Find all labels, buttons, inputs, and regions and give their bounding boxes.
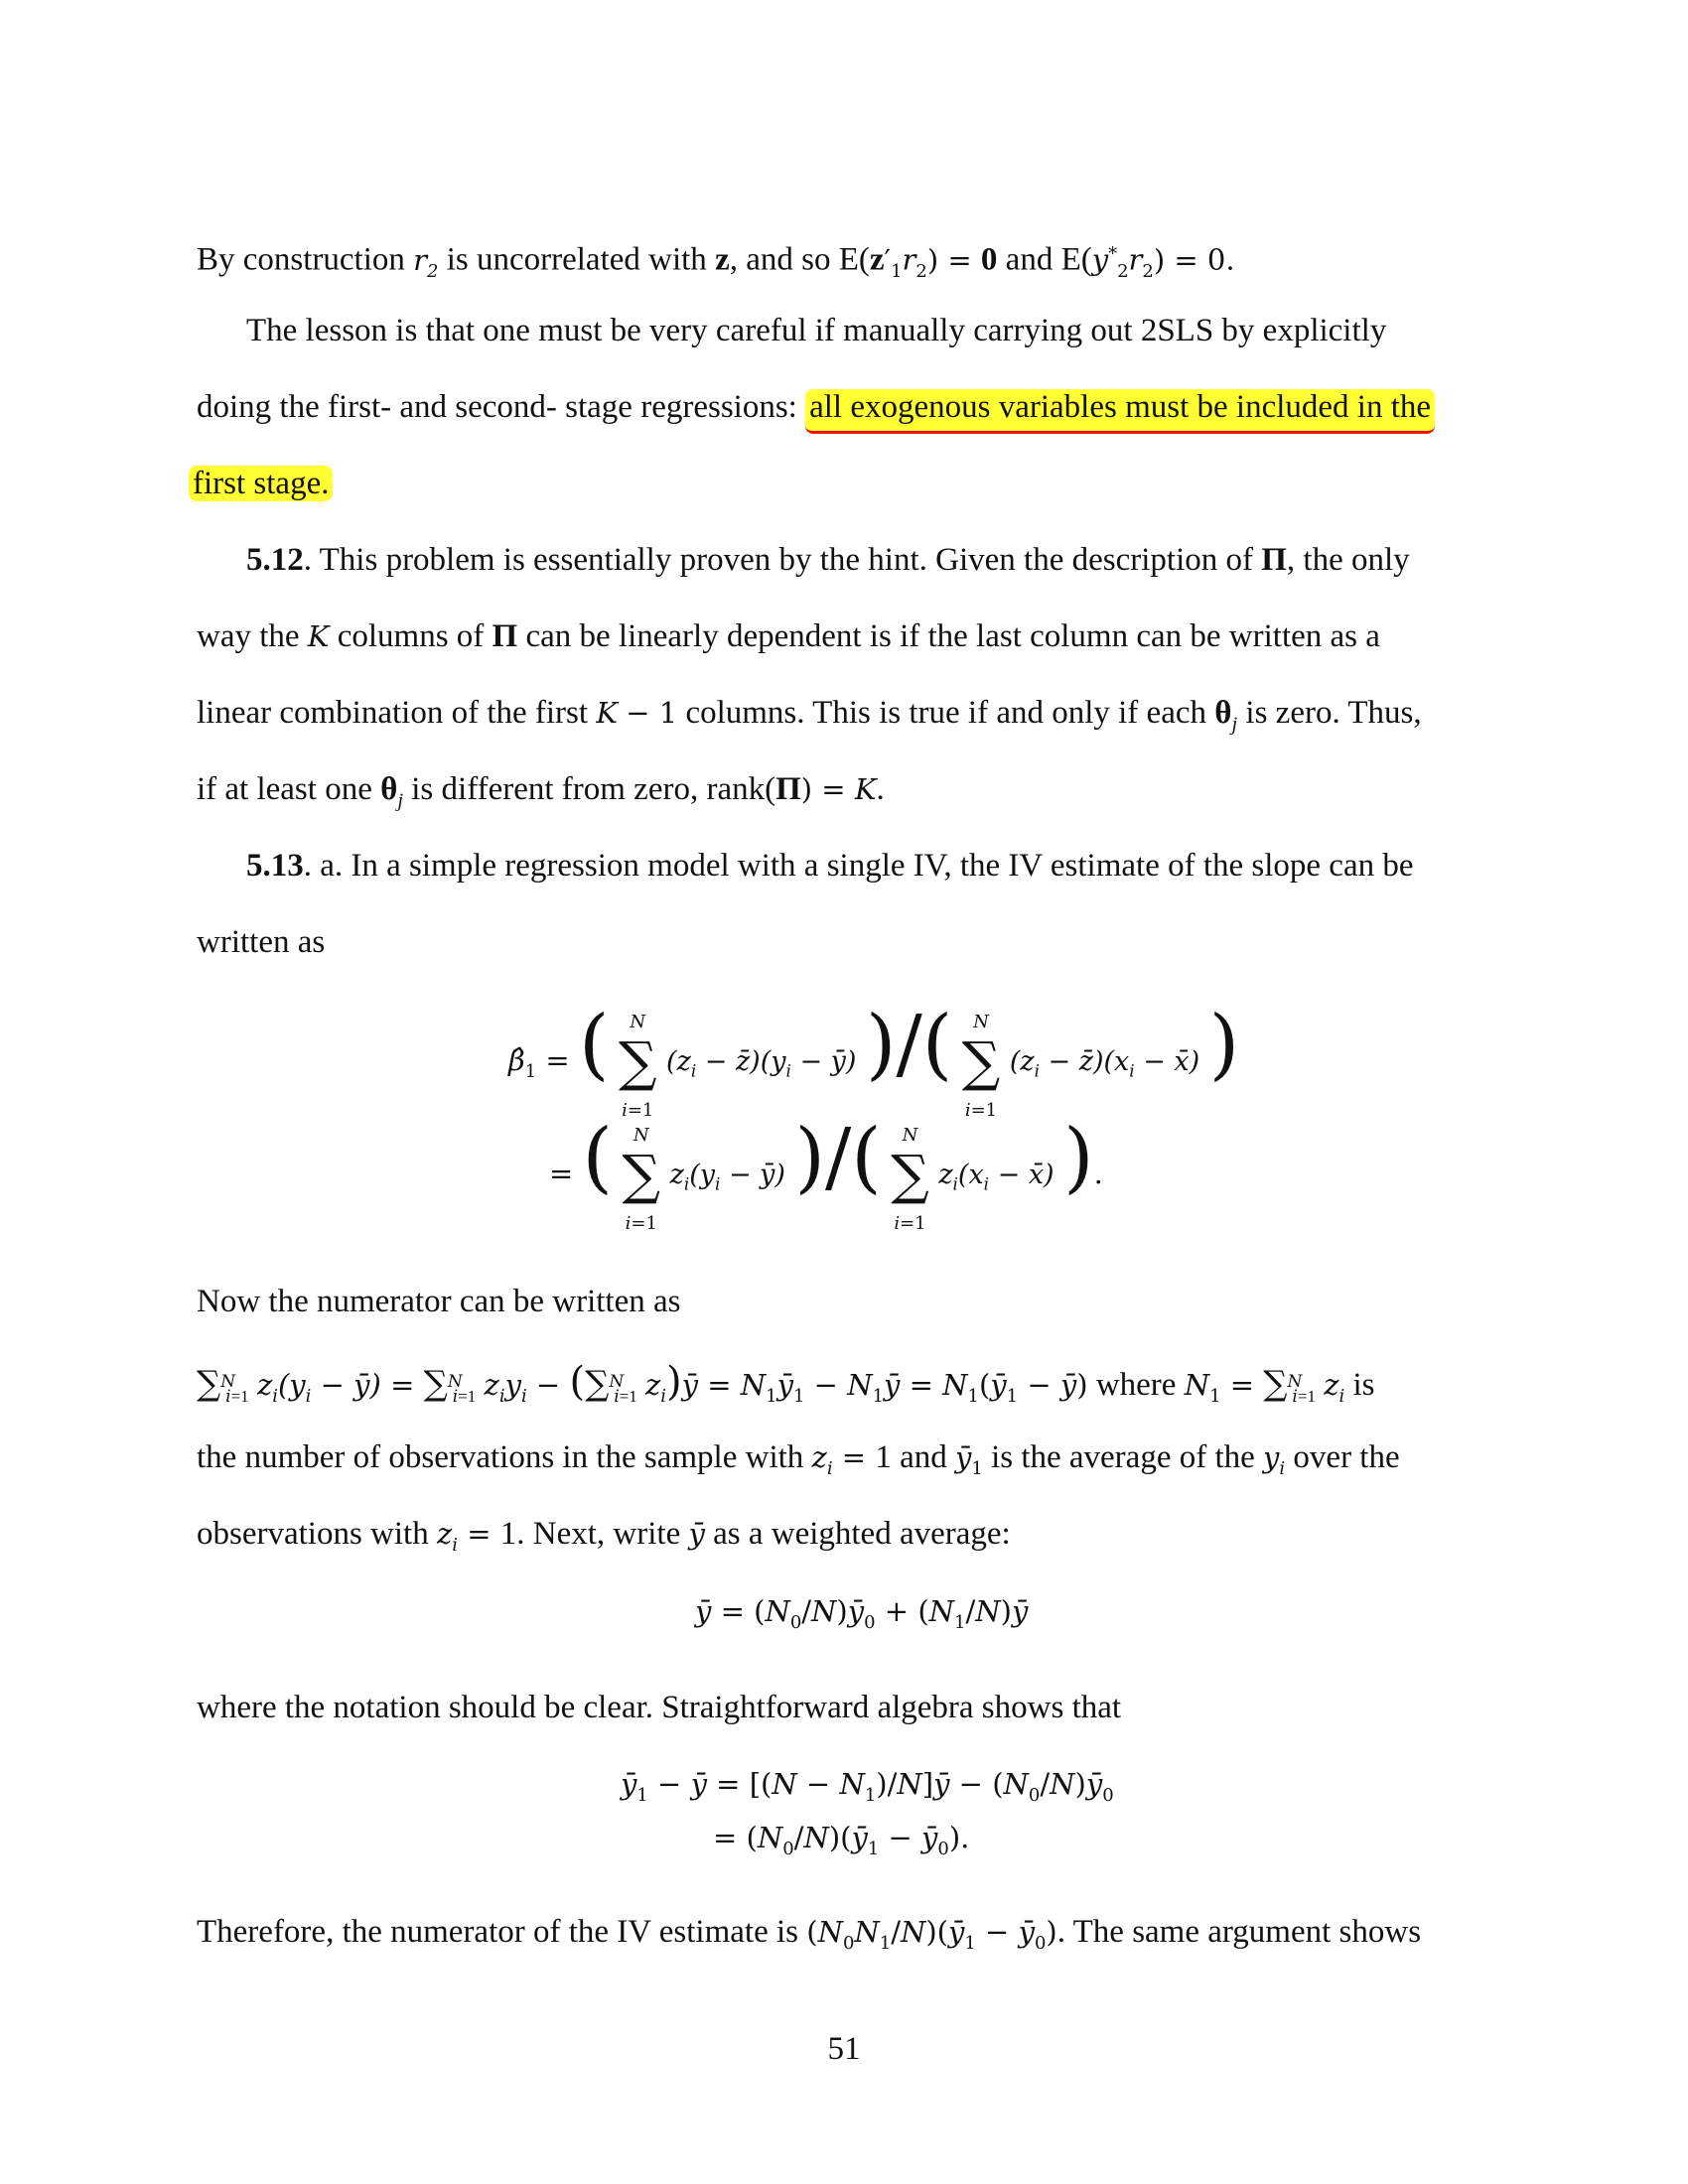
paragraph-line: Therefore, the numerator of the IV estimate is $(N_0N_1/N)(ȳ_1$ − $ȳ_0$). The same argument shows (197, 1914, 1422, 1954)
text: and (900, 1439, 947, 1475)
text: . The same argument shows (1056, 1914, 1422, 1950)
paragraph-line: where the notation should be clear. Straightforward algebra shows that (197, 1690, 1122, 1725)
paragraph-line (197, 387, 1435, 427)
text: . This problem is essentially proven by the hint. Given the description of (303, 542, 1253, 578)
text: is different from zero, rank( (411, 771, 776, 807)
equation-difference-line2: = $(N_0/N)(ȳ_1$ − $ȳ_0$). (713, 1821, 970, 1859)
text: doing the first- and second- stage regressions: (197, 389, 797, 425)
text: Therefore, the numerator of the IV estimate is (197, 1914, 798, 1950)
equation-weighted-average: ȳ = $(N_0/N)ȳ_0$ + $(N_1/N)ȳ$ (695, 1594, 1029, 1633)
text: over the (1293, 1439, 1400, 1475)
text: By construction (197, 241, 405, 278)
text: is uncorrelated with (446, 241, 707, 278)
text: is (1352, 1367, 1375, 1403)
paragraph-line: written as (197, 924, 326, 960)
paragraph-line: way the K columns of Π can be linearly dependent is if the last column can be written as a (197, 618, 1380, 654)
text: . Next, write (516, 1516, 681, 1552)
text: where (1095, 1367, 1177, 1403)
paragraph-line (246, 846, 1414, 886)
text: if at least one (197, 771, 372, 807)
text: is zero. Thus, (1245, 695, 1422, 731)
paragraph-line: the number of observations in the sample with $z_i = 1$ and $ȳ_1$ is the average of the $y_i$ over the (197, 1439, 1400, 1479)
text: the number of observations in the sample with (197, 1439, 804, 1475)
text: can be linearly dependent is if the last column can be written as a (525, 618, 1380, 654)
paragraph-line: Now the numerator can be written as (197, 1284, 681, 1319)
paragraph-line: The lesson is that one must be very careful if manually carrying out 2SLS by explicitly (246, 313, 1387, 348)
highlighted-text: first stage. (189, 466, 333, 501)
text: as a weighted average: (713, 1516, 1011, 1552)
paragraph-line: linear combination of the first K − 1 columns. This is true if and only if each $\theta_j$ is zero. Thus, (197, 695, 1422, 736)
text: 0. (1206, 242, 1235, 277)
text: is the average of the (991, 1439, 1255, 1475)
text: . a. In a simple regression model with a single IV, the IV estimate of the slope can be (303, 848, 1414, 884)
paragraph-line: ∑$^N$i=1 $z_i(y_i$ − ȳ) = ∑$^N$i=1 $z_iy_i - (\sum^Ni=1$ $z_i)ȳ$ = $N_1ȳ_1$ − $N_1ȳ$ = $N_1(ȳ_1$ − ȳ) where $N_1 = \sum^Ni=1$ $z_i$ is (197, 1359, 1375, 1407)
highlighted-text: all exogenous variables must be included in the (805, 389, 1435, 434)
text: columns of (337, 618, 485, 654)
equation-difference-line1: $ȳ_1$ − ȳ = $[(N - N_1)/N]ȳ$ − $(N_0/N)ȳ_0$ (621, 1767, 1114, 1806)
paragraph-line: observations with $z_i = 1$. Next, write ȳ as a weighted average: (197, 1516, 1011, 1556)
text: , and so E( (729, 241, 870, 278)
text: observations with (197, 1516, 429, 1552)
text: and E( (1005, 241, 1092, 278)
text: way the (197, 618, 300, 654)
problem-number: 5.12 (246, 542, 304, 578)
text: columns. This is true if and only if each (685, 695, 1206, 731)
problem-number: 5.13 (246, 848, 304, 884)
page-number: 51 (827, 2031, 861, 2067)
paragraph-line: 5.12. This problem is essentially proven by the hint. Given the description of Π, the only (246, 542, 1410, 578)
paragraph-line: By construction $r_2$ is uncorrelated with z, and so $E(z'_1r_2) = 0$ and $E(y^*_2r_2) = 0$. (197, 241, 1235, 282)
text: linear combination of the first (197, 695, 589, 731)
equation-beta-hat-line2: = ( N ∑ i=1 $z_i(y_i$ − ȳ) )/( N ∑ i=1 $z_i(x_i$ − x̄) ). (549, 1113, 1103, 1234)
text: , the only (1286, 542, 1410, 578)
equation-beta-hat: $\betâ_1$ = ( N ∑ i=1 ($z_i$ − $z̄)(y_i$ − ȳ) )/( N ∑ i=1 ($z_i$ − $z̄)(x_i$ − x̄) ) (508, 1000, 1240, 1121)
paragraph-line: if at least one $\theta_j$ is different from zero, rank(Π) = K. (197, 771, 885, 812)
paragraph-line (189, 464, 333, 503)
